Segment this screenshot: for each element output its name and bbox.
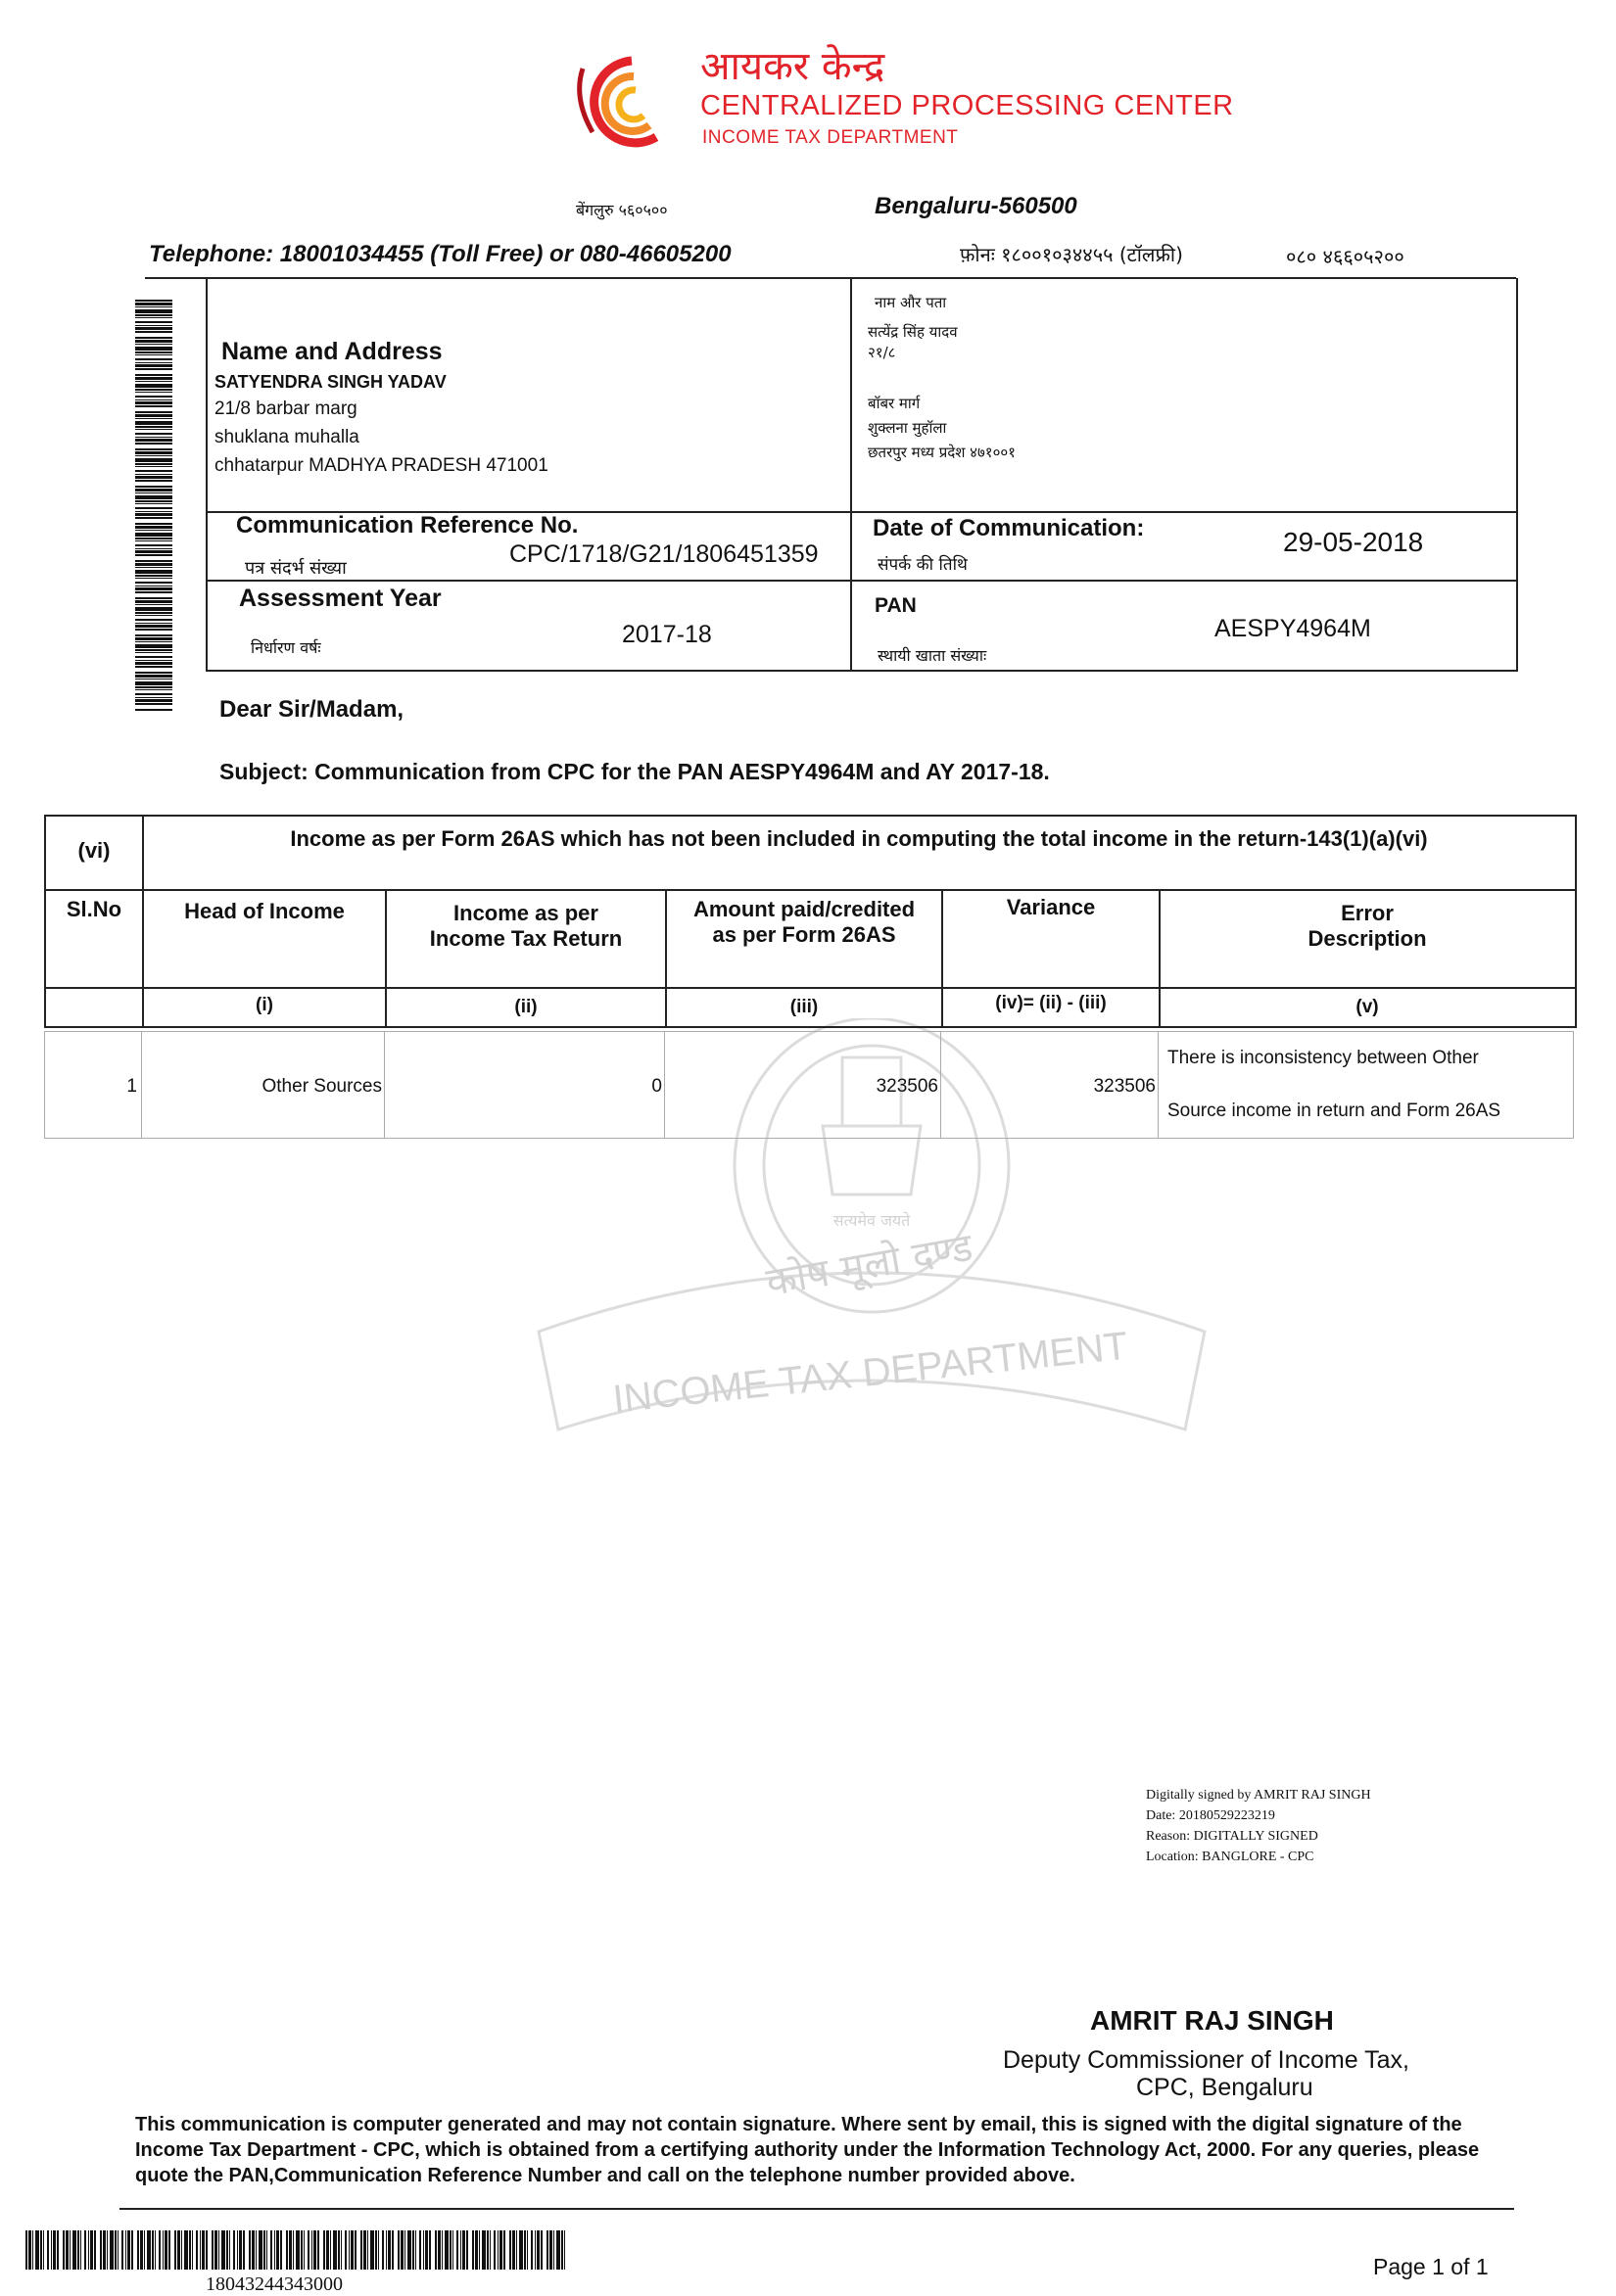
hindi-address-line-5: छतरपुर मध्य प्रदेश ४७१००१ bbox=[868, 444, 1016, 461]
subheader-i: (i) bbox=[256, 995, 273, 1015]
logo-hindi-title: आयकर केन्द्र bbox=[700, 44, 885, 89]
section-title: Income as per Form 26AS which has not been included in computing the total income in the return-143(1)(a)(vi) bbox=[290, 826, 1428, 851]
assessment-year-value: 2017-18 bbox=[622, 621, 712, 648]
telephone-hindi-secondary: ०८० ४६६०५२०० bbox=[1286, 245, 1404, 268]
pan-label-hindi: स्थायी खाता संख्याः bbox=[878, 646, 987, 665]
subheader-iv: (iv)= (ii) - (iii) bbox=[995, 993, 1107, 1013]
cell-amount-26as: 323506 bbox=[876, 1076, 938, 1097]
barcode-number: 18043244343000 bbox=[206, 2273, 343, 2295]
cell-head-of-income: Other Sources bbox=[261, 1076, 382, 1097]
row-col-line-1 bbox=[141, 1032, 142, 1138]
telephone: Telephone: 18001034455 (Toll Free) or 080-46605200 bbox=[149, 241, 732, 267]
subject-line: Subject: Communication from CPC for the PAN AESPY4964M and AY 2017-18. bbox=[219, 759, 1050, 784]
date-label-hindi: संपर्क की तिथि bbox=[878, 555, 968, 575]
header-error-description: Error Description bbox=[1307, 901, 1427, 951]
assessment-year-label-hindi: निर्धारण वर्षः bbox=[251, 638, 321, 657]
cell-sl-no: 1 bbox=[126, 1076, 137, 1097]
table-row bbox=[44, 1031, 1574, 1139]
vertical-barcode-icon bbox=[135, 300, 172, 711]
cell-error-line-1: There is inconsistency between Other bbox=[1167, 1048, 1479, 1068]
digital-signature-line-4: Location: BANGLORE - CPC bbox=[1146, 1850, 1314, 1864]
comm-ref-label: Communication Reference No. bbox=[236, 512, 579, 539]
header-variance: Variance bbox=[1006, 895, 1096, 919]
signatory-office: CPC, Bengaluru bbox=[1136, 2074, 1313, 2101]
date-label: Date of Communication: bbox=[873, 515, 1145, 541]
disclaimer: This communication is computer generated and may not contain signature. Where sent by email, this is signed with the digital signature of the Income Tax Department - CPC, which is obtained from a certifying authority under the Information Technology Act, 2000. For any queries, please quote the PAN,Communication Reference Number and call on the telephone number provided above. bbox=[135, 2114, 1480, 2186]
emblem-banner-text: INCOME TAX DEPARTMENT bbox=[610, 1324, 1130, 1422]
hindi-address-line-3: बॉबर मार्ग bbox=[868, 395, 921, 412]
subheader-v: (v) bbox=[1355, 997, 1379, 1017]
row-col-line-3 bbox=[664, 1032, 665, 1138]
name-address-label-hindi: नाम और पता bbox=[875, 294, 947, 311]
comm-ref-value: CPC/1718/G21/1806451359 bbox=[509, 540, 819, 568]
comm-ref-label-hindi: पत्र संदर्भ संख्या bbox=[245, 558, 347, 579]
digital-signature-line-3: Reason: DIGITALLY SIGNED bbox=[1146, 1829, 1318, 1844]
digital-signature-line-2: Date: 20180529223219 bbox=[1146, 1808, 1275, 1823]
row-col-line-5 bbox=[1158, 1032, 1159, 1138]
signatory-name: AMRIT RAJ SINGH bbox=[1090, 2005, 1334, 2036]
subheader-ii: (ii) bbox=[514, 997, 538, 1017]
address-line-2: shuklana muhalla bbox=[214, 427, 359, 447]
salutation: Dear Sir/Madam, bbox=[219, 696, 404, 723]
cell-variance: 323506 bbox=[1093, 1076, 1156, 1097]
subheader-iii: (iii) bbox=[789, 997, 819, 1017]
logo-subtitle: INCOME TAX DEPARTMENT bbox=[702, 127, 959, 148]
cell-error-line-2: Source income in return and Form 26AS bbox=[1167, 1101, 1501, 1121]
hindi-address-line-4: शुक्लना मुहॉला bbox=[868, 419, 947, 437]
assessment-year-label: Assessment Year bbox=[239, 585, 442, 612]
section-number: (vi) bbox=[77, 838, 111, 863]
hindi-address-line-1: सत्येंद्र सिंह यादव bbox=[868, 323, 958, 341]
header-amount-26as: Amount paid/credited as per Form 26AS bbox=[692, 897, 916, 947]
box-divider-vertical bbox=[850, 278, 852, 670]
logo-title: CENTRALIZED PROCESSING CENTER bbox=[700, 90, 1234, 121]
footer-rule bbox=[119, 2208, 1514, 2210]
date-value: 29-05-2018 bbox=[1283, 527, 1424, 557]
page-number: Page 1 of 1 bbox=[1373, 2254, 1489, 2279]
header-sl-no: Sl.No bbox=[66, 897, 122, 921]
pan-label: PAN bbox=[875, 594, 917, 617]
cpc-logo-icon bbox=[563, 39, 681, 157]
row-col-line-4 bbox=[940, 1032, 941, 1138]
pan-value: AESPY4964M bbox=[1214, 615, 1371, 642]
taxpayer-name: SATYENDRA SINGH YADAV bbox=[214, 372, 447, 392]
name-address-label: Name and Address bbox=[221, 338, 443, 365]
address-line-3: chhatarpur MADHYA PRADESH 471001 bbox=[214, 455, 548, 476]
row-line-1 bbox=[46, 889, 1575, 891]
city: Bengaluru-560500 bbox=[875, 193, 1077, 219]
signatory-designation: Deputy Commissioner of Income Tax, bbox=[1003, 2046, 1409, 2074]
header-income-return: Income as per Income Tax Return bbox=[429, 901, 623, 951]
address-line-1: 21/8 barbar marg bbox=[214, 398, 357, 419]
header-head-of-income: Head of Income bbox=[184, 899, 345, 923]
box-divider-2 bbox=[208, 580, 1516, 582]
digital-signature-line-1: Digitally signed by AMRIT RAJ SINGH bbox=[1146, 1788, 1371, 1803]
telephone-hindi: फ़ोनः १८००१०३४४५५ (टॉलफ्री) bbox=[960, 243, 1183, 266]
city-hindi: बेंगलुरु ५६०५०० bbox=[576, 201, 668, 219]
cell-income-return: 0 bbox=[651, 1076, 662, 1097]
row-col-line-2 bbox=[384, 1032, 385, 1138]
horizontal-barcode-icon bbox=[25, 2230, 566, 2270]
income-variance-table bbox=[44, 815, 1577, 1028]
emblem-banner-hindi: कोष मूलो दण्ड bbox=[763, 1225, 976, 1306]
hindi-address-line-2: २१/८ bbox=[868, 344, 896, 361]
row-line-2 bbox=[46, 987, 1575, 989]
emblem-motto: सत्यमेव जयते bbox=[832, 1211, 911, 1230]
